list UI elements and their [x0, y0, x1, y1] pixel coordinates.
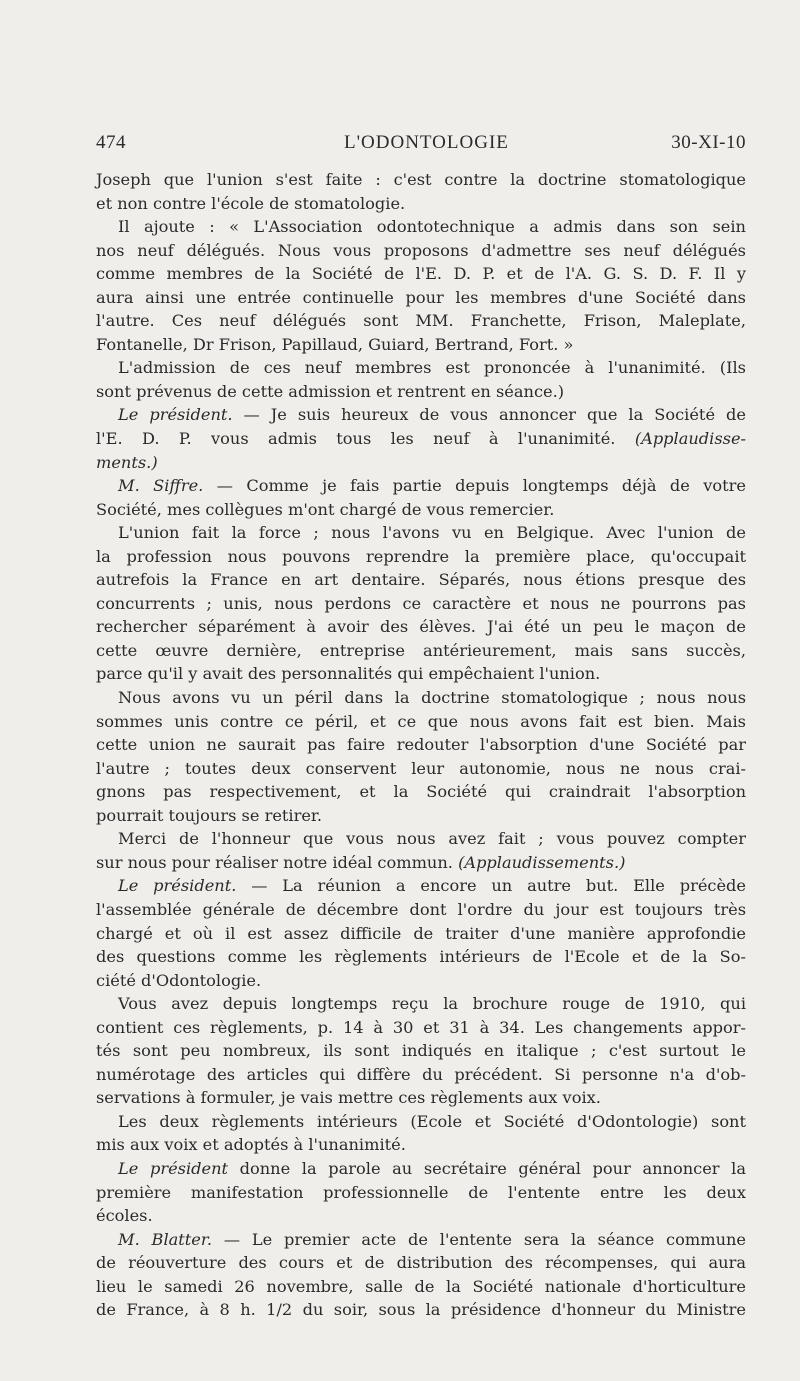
text-span: écoles. — [96, 1206, 153, 1226]
text-span: de réouverture des cours et de distribution des récompenses, qui aura — [96, 1253, 746, 1273]
text-span: cette œuvre dernière, entreprise antérieurement, mais sans succès, — [96, 640, 746, 660]
italic-span: M. Blatter. — [118, 1229, 212, 1249]
text-span: tés sont peu nombreux, ils sont indiqués en italique ; c'est surtout le — [96, 1041, 746, 1061]
text-span: Fontanelle, Dr Frison, Papillaud, Guiard, Bertrand, Fort. » — [96, 334, 574, 354]
text-line — [96, 403, 746, 427]
text-line — [96, 168, 746, 192]
text-line — [96, 309, 746, 333]
text-line — [96, 380, 746, 404]
text-span: sur nous pour réaliser notre idéal commun. — [96, 852, 459, 872]
text-span: — Comme je fais partie depuis longtemps déjà de votre — [203, 476, 746, 496]
text-span: des questions comme les règlements intérieurs de l'Ecole et de la So- — [96, 947, 746, 967]
text-span: Nous avons vu un péril dans la doctrine stomatologique ; nous nous — [118, 688, 746, 708]
text-line — [96, 498, 746, 522]
text-line — [96, 922, 746, 946]
italic-span: ments.) — [96, 452, 158, 472]
text-line — [96, 851, 746, 875]
text-span: contient ces règlements, p. 14 à 30 et 31 à 34. Les changements appor- — [96, 1017, 746, 1037]
text-span: donne la parole au secrétaire général pour annoncer la — [228, 1158, 746, 1178]
text-span: Il ajoute : « L'Association odontotechnique a admis dans son sein — [118, 217, 746, 237]
text-line — [96, 1133, 746, 1157]
page-number: 474 — [96, 132, 126, 153]
text-span: Merci de l'honneur que vous nous avez fait ; vous pouvez compter — [118, 829, 746, 849]
text-line — [96, 945, 746, 969]
text-line — [96, 1298, 746, 1322]
text-span: — Le premier acte de l'entente sera la séance commune — [211, 1229, 746, 1249]
body-text — [96, 168, 746, 1322]
text-line — [96, 262, 746, 286]
text-line — [96, 239, 746, 263]
text-line — [96, 733, 746, 757]
text-span: de France, à 8 h. 1/2 du soir, sous la présidence d'honneur du Ministre — [96, 1300, 746, 1320]
text-line — [96, 215, 746, 239]
text-span: comme membres de la Société de l'E. D. P. et de l'A. G. S. D. F. Il y — [96, 264, 746, 284]
text-span: — Je suis heureux de vous annoncer que la Société de — [232, 405, 746, 425]
text-span: la profession nous pouvons reprendre la première place, qu'occupait — [96, 546, 746, 566]
text-span: nos neuf délégués. Nous vous proposons d'admettre ses neuf délégués — [96, 240, 746, 260]
text-span: aura ainsi une entrée continuelle pour les membres d'une Société dans — [96, 287, 746, 307]
italic-span: (Applaudisse- — [634, 429, 746, 449]
text-span: pourrait toujours se retirer. — [96, 805, 322, 825]
text-line — [96, 1275, 746, 1299]
text-span: première manifestation professionnelle de l'entente entre les deux — [96, 1182, 746, 1202]
text-line — [96, 780, 746, 804]
text-line — [96, 356, 746, 380]
text-span: ciété d'Odontologie. — [96, 970, 262, 990]
italic-span: Le président — [118, 1158, 228, 1178]
text-line — [96, 757, 746, 781]
text-line — [96, 333, 746, 357]
text-line — [96, 1039, 746, 1063]
text-line — [96, 568, 746, 592]
text-span: l'autre ; toutes deux conservent leur autonomie, nous ne nous crai- — [96, 758, 746, 778]
italic-span: Le président. — [118, 405, 233, 425]
text-span: sont prévenus de cette admission et rentrent en séance.) — [96, 381, 565, 401]
text-span: L'union fait la force ; nous l'avons vu en Belgique. Avec l'union de — [118, 523, 746, 543]
text-line — [96, 286, 746, 310]
text-line — [96, 686, 746, 710]
text-line — [96, 804, 746, 828]
text-line — [96, 662, 746, 686]
text-line — [96, 1157, 746, 1181]
text-line — [96, 615, 746, 639]
running-title: L'ODONTOLOGIE — [344, 132, 509, 153]
text-span: et non contre l'école de stomatologie. — [96, 193, 406, 213]
text-span: — La réunion a encore un autre but. Elle précède — [236, 876, 746, 896]
text-line — [96, 592, 746, 616]
text-line — [96, 474, 746, 498]
text-line — [96, 427, 746, 451]
text-span: rechercher séparément à avoir des élèves. J'ai été un peu le maçon de — [96, 617, 746, 637]
text-span: parce qu'il y avait des personnalités qui empêchaient l'union. — [96, 664, 601, 684]
text-span: l'autre. Ces neuf délégués sont MM. Franchette, Frison, Maleplate, — [96, 311, 746, 331]
text-span: lieu le samedi 26 novembre, salle de la Société nationale d'horticulture — [96, 1276, 746, 1296]
text-span: chargé et où il est assez difficile de traiter d'une manière approfondie — [96, 923, 746, 943]
italic-span: M. Siffre. — [118, 476, 204, 496]
text-span: gnons pas respectivement, et la Société qui craindrait l'absorption — [96, 782, 746, 802]
text-line — [96, 710, 746, 734]
text-line — [96, 827, 746, 851]
text-span: Les deux règlements intérieurs (Ecole et Société d'Odontologie) sont — [118, 1111, 746, 1131]
text-span: l'assemblée générale de décembre dont l'ordre du jour est toujours très — [96, 899, 746, 919]
text-span: Vous avez depuis longtemps reçu la brochure rouge de 1910, qui — [118, 994, 746, 1014]
text-line — [96, 1228, 746, 1252]
text-line — [96, 969, 746, 993]
text-line — [96, 1251, 746, 1275]
text-line — [96, 1063, 746, 1087]
text-line — [96, 898, 746, 922]
text-span: autrefois la France en art dentaire. Séparés, nous étions presque des — [96, 570, 746, 590]
text-span: concurrents ; unis, nous perdons ce caractère et nous ne pourrons pas — [96, 593, 746, 613]
text-line — [96, 1110, 746, 1134]
text-span: Joseph que l'union s'est faite : c'est contre la doctrine stomatologique — [96, 170, 746, 189]
text-line — [96, 1016, 746, 1040]
text-line — [96, 1086, 746, 1110]
text-line — [96, 1204, 746, 1228]
text-span: l'E. D. P. vous admis tous les neuf à l'unanimité. — [96, 429, 635, 449]
text-span: numérotage des articles qui diffère du précédent. Si personne n'a d'ob- — [96, 1064, 746, 1084]
running-header — [96, 132, 746, 158]
issue-date: 30-XI-10 — [671, 132, 746, 153]
text-line — [96, 192, 746, 216]
text-line — [96, 639, 746, 663]
text-line — [96, 521, 746, 545]
text-line — [96, 874, 746, 898]
text-line — [96, 992, 746, 1016]
text-span: cette union ne saurait pas faire redouter l'absorption d'une Société par — [96, 735, 746, 755]
text-span: Société, mes collègues m'ont chargé de vous remercier. — [96, 499, 555, 519]
italic-span: (Applaudissements.) — [458, 852, 626, 872]
text-line — [96, 1181, 746, 1205]
text-span: servations à formuler, je vais mettre ces règlements aux voix. — [96, 1088, 601, 1108]
text-line — [96, 545, 746, 569]
text-line — [96, 451, 746, 475]
italic-span: Le président. — [118, 876, 237, 896]
text-span: mis aux voix et adoptés à l'unanimité. — [96, 1135, 406, 1155]
text-span: sommes unis contre ce péril, et ce que nous avons fait est bien. Mais — [96, 711, 746, 731]
text-span: L'admission de ces neuf membres est prononcée à l'unanimité. (Ils — [118, 358, 746, 378]
